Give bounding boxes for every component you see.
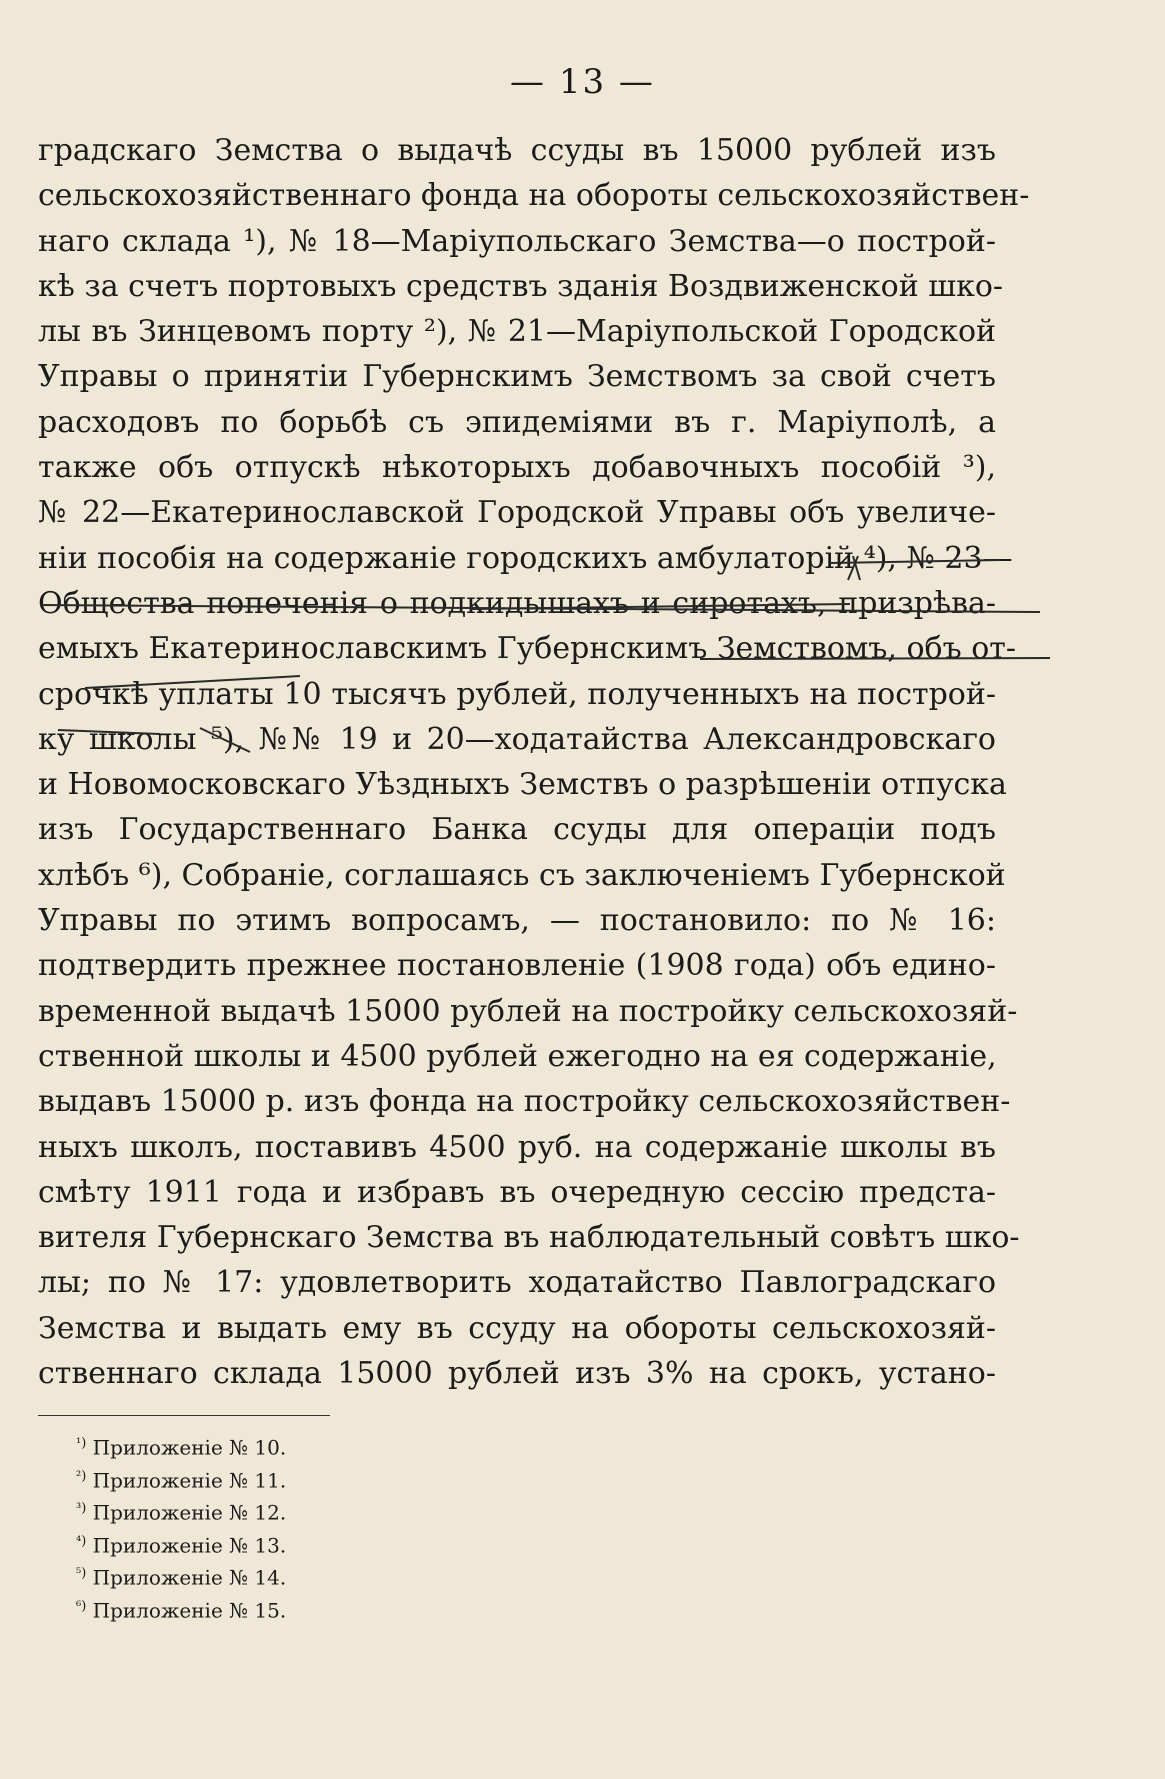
footnote-mark: ²) (76, 1468, 87, 1484)
footnote-text: Приложеніе № 10. (92, 1435, 287, 1460)
footnote-rule (38, 1415, 330, 1416)
text-line: сельскохозяйственнаго фонда на обороты сельскохозяйствен- (38, 178, 1030, 214)
text-line: временной выдачѣ 15000 рублей на постройку сельскохозяй- (38, 993, 1018, 1029)
text-line: № 22—Екатеринославской Городской Управы объ увеличе- (38, 495, 996, 531)
body-text (38, 128, 1030, 1396)
footnote-text: Приложеніе № 11. (92, 1468, 287, 1493)
footnote-text: Приложеніе № 12. (92, 1500, 287, 1525)
text-line: и Новомосковскаго Уѣздныхъ Земствъ о разрѣшеніи отпуска (38, 767, 1007, 803)
text-line: емыхъ Екатеринославскимъ Губернскимъ Земствомъ, объ от- (38, 631, 1016, 667)
text-line: Управы по этимъ вопросамъ, — постановило: по № 16: (38, 903, 996, 939)
text-line: лы въ Зинцевомъ порту ²), № 21—Маріупольской Городской (38, 314, 996, 350)
text-line: лы; по № 17: удовлетворить ходатайство Павлоградскаго (38, 1265, 996, 1301)
footnotes (76, 1428, 286, 1624)
text-line: выдавъ 15000 р. изъ фонда на постройку сельскохозяйствен- (38, 1084, 1011, 1120)
text-line: Общества попеченія о подкидышахъ и сиротахъ, призрѣва- (38, 585, 996, 621)
text-line: кѣ за счетъ портовыхъ средствъ зданія Воздвиженской шко- (38, 268, 1004, 304)
text-line: смѣту 1911 года и избравъ въ очередную сессію предста- (38, 1174, 996, 1210)
footnote (76, 1526, 286, 1559)
text-line: градскаго Земства о выдачѣ ссуды въ 15000 рублей изъ (38, 133, 996, 168)
footnote-mark: ⁵) (76, 1566, 87, 1582)
text-line: ныхъ школъ, поставивъ 4500 руб. на содержаніе школы въ (38, 1129, 996, 1165)
text-line: наго склада ¹), № 18—Маріупольскаго Земства—о построй- (38, 223, 996, 259)
text-line: также объ отпускѣ нѣкоторыхъ добавочныхъ пособій ³), (38, 450, 996, 486)
footnote-text: Приложеніе № 14. (92, 1566, 287, 1591)
text-line: срочкѣ уплаты 10 тысячъ рублей, полученныхъ на построй- (38, 676, 996, 712)
text-line: ніи пособія на содержаніе городскихъ амбулаторій ⁴), № 23— (38, 540, 1013, 576)
text-line: ку школы ⁵), №№ 19 и 20—ходатайства Александровскаго (38, 721, 996, 757)
footnote-text: Приложеніе № 13. (92, 1533, 287, 1558)
footnote (76, 1591, 286, 1624)
text-line: подтвердить прежнее постановленіе (1908 года) объ едино- (38, 948, 996, 984)
text-line: ственной школы и 4500 рублей ежегодно на ея содержаніе, (38, 1038, 997, 1074)
text-line: ственнаго склада 15000 рублей изъ 3% на срокъ, устано- (38, 1356, 996, 1392)
footnote-mark: ¹) (76, 1436, 87, 1451)
footnote (76, 1428, 286, 1461)
text-line: расходовъ по борьбѣ съ эпидеміями въ г. Маріуполѣ, а (38, 404, 996, 440)
footnote (76, 1493, 286, 1526)
text-line: хлѣбъ ⁶), Собраніе, соглашаясь съ заключеніемъ Губернской (38, 857, 1006, 893)
text-line: вителя Губернскаго Земства въ наблюдательный совѣтъ шко- (38, 1220, 1020, 1256)
page-number: — 13 — (510, 62, 655, 102)
text-line: изъ Государственнаго Банка ссуды для операціи подъ (38, 812, 996, 848)
footnote-text: Приложеніе № 15. (92, 1598, 287, 1623)
footnote-mark: ⁴) (76, 1533, 87, 1549)
text-line: Управы о принятіи Губернскимъ Земствомъ за свой счетъ (38, 359, 996, 395)
footnote-mark: ³) (76, 1501, 87, 1517)
footnote (76, 1558, 286, 1591)
text-line: Земства и выдать ему въ ссуду на обороты сельскохозяй- (38, 1310, 996, 1346)
footnote-mark: ⁶) (76, 1598, 87, 1614)
footnote (76, 1461, 286, 1494)
